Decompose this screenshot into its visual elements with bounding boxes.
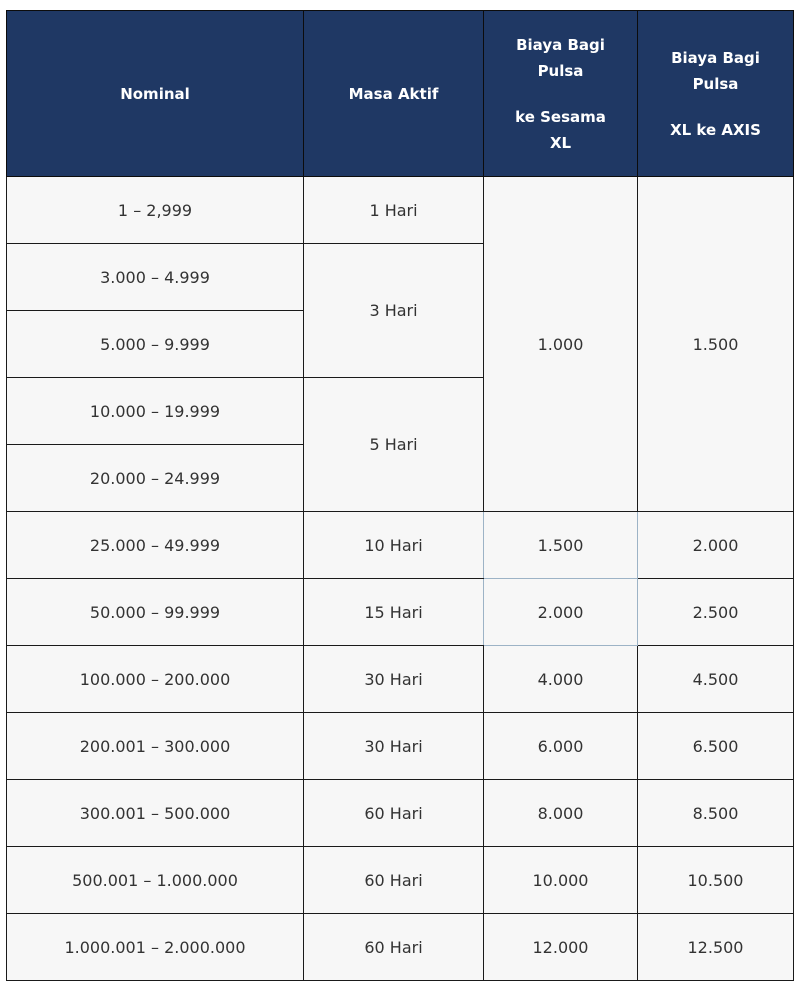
masa-aktif-cell: 30 Hari [304,646,484,713]
table-row [7,914,794,981]
biaya-xl-cell: 8.000 [484,780,638,847]
masa-aktif-cell: 30 Hari [304,713,484,780]
table-row [7,847,794,914]
biaya-xl-cell: 6.000 [484,713,638,780]
nominal-cell: 10.000 – 19.999 [7,378,304,445]
nominal-cell: 100.000 – 200.000 [7,646,304,713]
table-row [7,780,794,847]
masa-aktif-cell: 10 Hari [304,512,484,579]
biaya-axis-cell: 4.500 [638,646,794,713]
pulsa-fee-table-container [6,10,793,981]
table-row [7,177,794,244]
nominal-cell: 3.000 – 4.999 [7,244,304,311]
nominal-cell: 5.000 – 9.999 [7,311,304,378]
biaya-axis-cell: 2.000 [638,512,794,579]
biaya-axis-cell: 8.500 [638,780,794,847]
masa-aktif-cell: 5 Hari [304,378,484,512]
nominal-cell: 20.000 – 24.999 [7,445,304,512]
biaya-xl-cell: 1.500 [484,512,638,579]
masa-aktif-cell: 3 Hari [304,244,484,378]
biaya-xl-cell: 4.000 [484,646,638,713]
masa-aktif-cell: 60 Hari [304,847,484,914]
nominal-cell: 25.000 – 49.999 [7,512,304,579]
nominal-cell: 1.000.001 – 2.000.000 [7,914,304,981]
biaya-axis-cell: 10.500 [638,847,794,914]
table-row [7,512,794,579]
biaya-xl-cell: 12.000 [484,914,638,981]
pulsa-fee-table [6,10,794,981]
header-masa-aktif: Masa Aktif [304,11,484,177]
nominal-cell: 500.001 – 1.000.000 [7,847,304,914]
nominal-cell: 300.001 – 500.000 [7,780,304,847]
masa-aktif-cell: 60 Hari [304,914,484,981]
header-nominal: Nominal [7,11,304,177]
biaya-axis-cell: 1.500 [638,177,794,512]
table-row [7,579,794,646]
biaya-xl-cell: 2.000 [484,579,638,646]
masa-aktif-cell: 60 Hari [304,780,484,847]
table-header-row [7,11,794,177]
masa-aktif-cell: 15 Hari [304,579,484,646]
biaya-axis-cell: 12.500 [638,914,794,981]
biaya-axis-cell: 2.500 [638,579,794,646]
nominal-cell: 200.001 – 300.000 [7,713,304,780]
biaya-xl-cell: 10.000 [484,847,638,914]
header-biaya-xl-ke-axis: Biaya Bagi Pulsa XL ke AXIS [638,11,794,177]
table-row [7,713,794,780]
masa-aktif-cell: 1 Hari [304,177,484,244]
nominal-cell: 1 – 2,999 [7,177,304,244]
biaya-xl-cell: 1.000 [484,177,638,512]
nominal-cell: 50.000 – 99.999 [7,579,304,646]
table-row [7,646,794,713]
biaya-axis-cell: 6.500 [638,713,794,780]
header-biaya-sesama-xl: Biaya Bagi Pulsa ke Sesama XL [484,11,638,177]
